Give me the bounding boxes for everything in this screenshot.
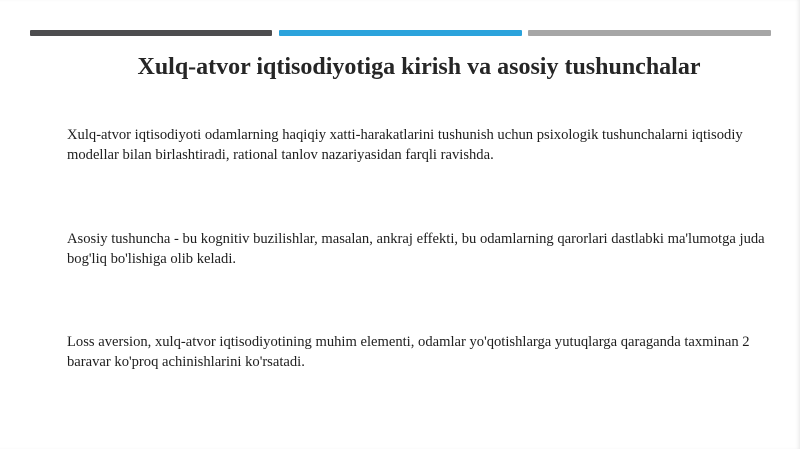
paragraph-cognitive-bias: Asosiy tushuncha - bu kognitiv buzilishlar, masalan, ankraj effekti, bu odamlarning qarorlari dastlabki ma'lumotga juda bog'liq bo'lishiga olib keladi. [67,231,765,267]
paragraph-intro: Xulq-atvor iqtisodiyoti odamlarning haqiqiy xatti-harakatlarini tushunish uchun psixologik tushunchalarni iqtisodiy modellar bilan birlashtiradi, rational tanlov nazariyasidan farqli ravishda. [67,127,743,163]
accent-bar-dark [30,30,272,36]
accent-bar-blue [279,30,522,36]
paragraph-loss-aversion: Loss aversion, xulq-atvor iqtisodiyotining muhim elementi, odamlar yo'qotishlarga yutuqlarga qaraganda taxminan 2 baravar ko'proq achinishlarini ko'rsatadi. [67,334,750,370]
accent-bar-gray [528,30,771,36]
slide-title: Xulq-atvor iqtisodiyotiga kirish va asosiy tushunchalar [137,54,701,80]
